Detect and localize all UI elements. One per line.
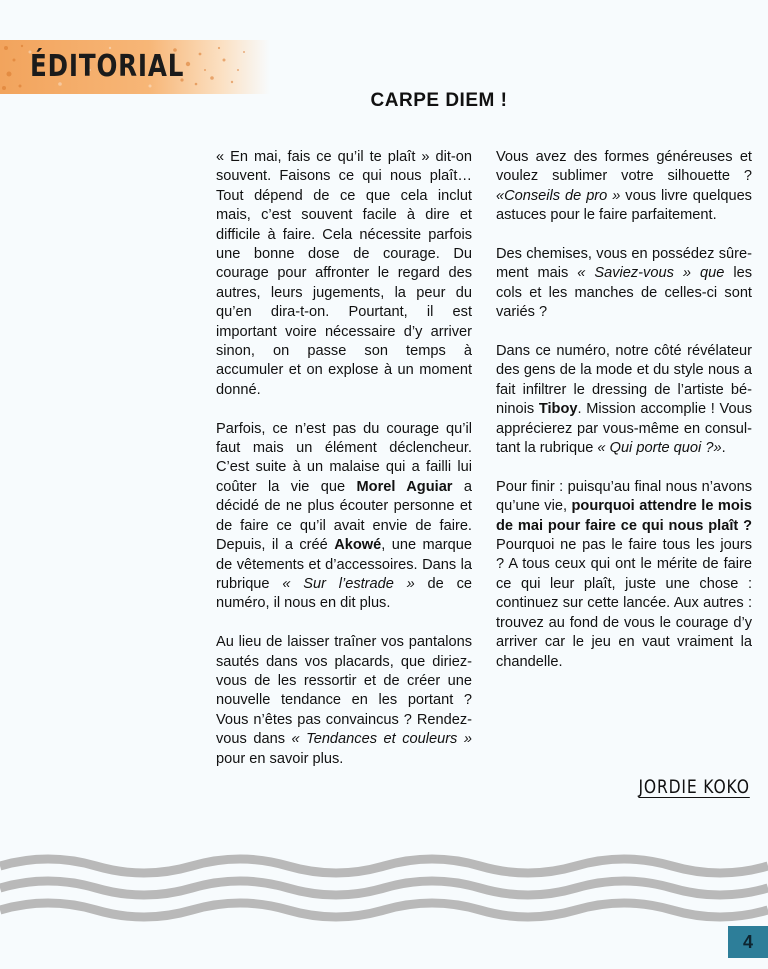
- person-name: Morel Aguiar: [356, 478, 453, 495]
- wave-decoration: [0, 848, 768, 938]
- left-column: [216, 148, 472, 788]
- brand-name: Akowé: [334, 537, 382, 554]
- section-title: ÉDITORIAL: [30, 49, 185, 84]
- paragraph: Dans ce numéro, notre côté révélateur des gens de la mode et du style nous a fait infiltrer le dressing de l’artiste béninois Tiboy. Mission accomplie ! Vous apprécierez par vous-même en consultant la rubrique « Qui porte quoi ?».: [496, 343, 752, 457]
- emphasis: pourquoi attendre le mois de mai pour faire ce qui nous plaît ?: [496, 498, 752, 534]
- paragraph: Au lieu de laisser traîner vos pantalons sautés dans vos placards, que diriez-vous de les ressortir et de créer une nouvelle tendance en les portant ? Vous n’êtes pas convaincus ? Rendez-vous dans « Tendances et couleurs » pour en savoir plus.: [216, 634, 472, 767]
- section-banner: [0, 40, 270, 94]
- right-column: [496, 148, 752, 691]
- paragraph: Vous avez des formes généreuses et voulez sublimer votre silhouette ? «Conseils de pro » vous livre quelques astuces pour le faire parfaitement.: [496, 149, 752, 224]
- rubric-name: « Tendances et couleurs »: [291, 731, 472, 748]
- person-name: Tiboy: [538, 401, 578, 418]
- wave-line: [0, 881, 768, 895]
- paragraph: « En mai, fais ce qu’il te plaît » dit-on souvent. Faisons ce qui nous plaît… Tout dépend de ce que cela inclut mais, c’est souvent facile à dire et difficile à faire. Cela nécessite parfois une bonne dose de courage. Du courage pour affronter le regard des autres, leurs jugements, la peur du qu’en dira-t-on. Pourtant, il est important voire nécessaire d’y arriver sinon, on passe son temps à accumuler et on explose à un moment donné.: [216, 149, 472, 398]
- page-number: 4: [728, 926, 768, 958]
- rubric-name: «Conseils de pro »: [496, 187, 621, 204]
- headline: CARPE DIEM !: [370, 90, 508, 111]
- paragraph: Des chemises, vous en possédez sûrement mais « Saviez-vous » que les cols et les manches de celles-ci sont variés ?: [496, 246, 752, 321]
- wave-line: [0, 903, 768, 917]
- author-signature: JORDIE KOKO: [638, 776, 750, 798]
- paragraph: Pour finir : puisqu’au final nous n’avons qu’une vie, pourquoi attendre le mois de mai pour faire ce qui nous plaît ? Pourquoi ne pas le faire tous les jours ? A tous ceux qui ont le mérite de faire ce qui leur plaît, juste une chose : continuez sur cette lancée. Aux autres : trouvez au fond de vous le courage d’y arriver car le jeu en vaut vraiment la chandelle.: [496, 478, 752, 670]
- rubric-name: « Saviez-vous » que: [577, 265, 725, 282]
- rubric-name: « Qui porte quoi ?»: [597, 440, 722, 457]
- wave-line: [0, 859, 768, 873]
- rubric-name: « Sur l’estrade »: [282, 575, 415, 592]
- paragraph: Parfois, ce n’est pas du courage qu’il faut mais un élément déclencheur. C’est suite à un malaise qui a failli lui coûter la vie que Morel Aguiar a décidé de ne plus écouter personne et de faire ce qu’il avait envie de faire. Depuis, il a créé Akowé, une marque de vêtements et d’accessoires. Dans la rubrique « Sur l’estrade » de ce numéro, il nous en dit plus.: [216, 420, 473, 612]
